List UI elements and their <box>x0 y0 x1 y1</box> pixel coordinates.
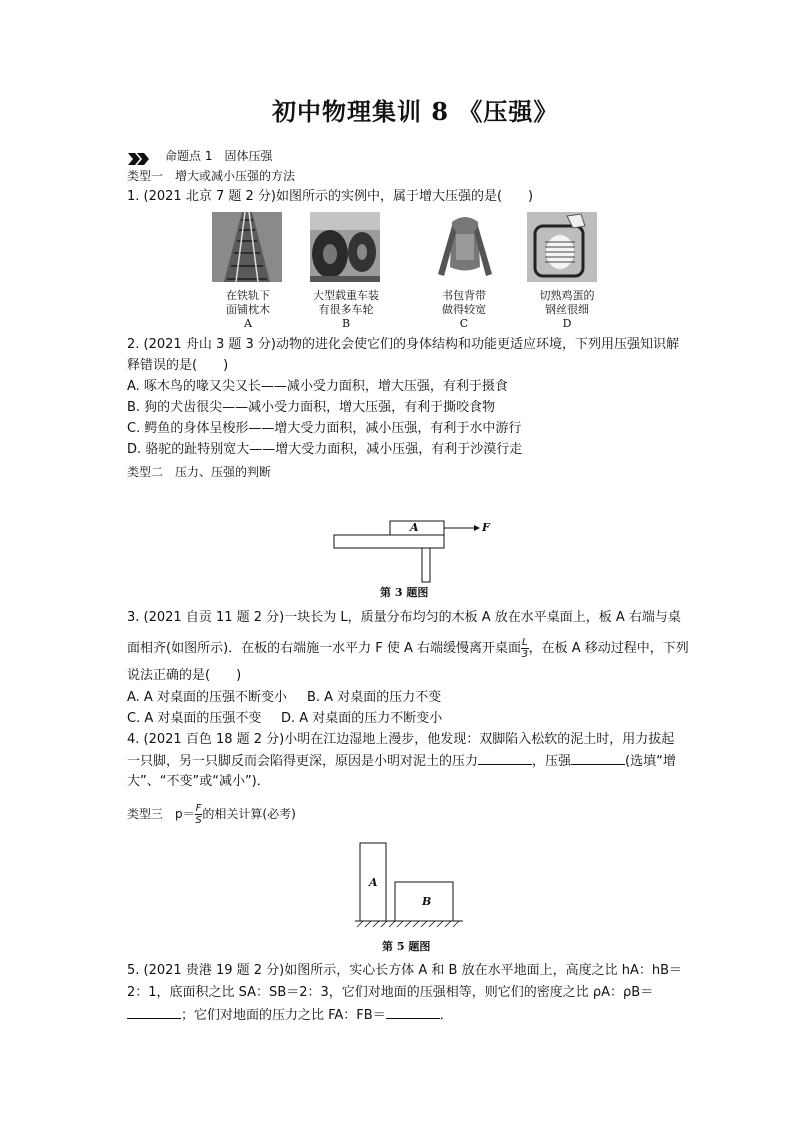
q1-stem: 1. (2021 北京 7 题 2 分)如图所示的实例中，属于增大压强的是( ) <box>127 189 534 204</box>
q3-option-d: D. A 对桌面的压力不断变小 <box>281 711 443 726</box>
board-a-label: A <box>410 521 419 534</box>
q2-option-b: B. 狗的犬齿很尖——减小受力面积，增大压强，有利于撕咬食物 <box>127 400 496 415</box>
fraction-l-over-3: $\frac{L}{3}$ <box>521 637 529 660</box>
fraction-f-over-s: $\frac{F}{S}$ <box>195 803 202 826</box>
option-c-caption: 书包背带 做得较宽 C <box>442 289 486 330</box>
block-a-label: A <box>369 876 378 889</box>
block-b-label: B <box>422 895 432 908</box>
q3-option-c: C. A 对桌面的压强不变 <box>127 711 262 726</box>
q5-line3: ；它们对地面的压力之比 FA：FB＝ ． <box>127 1006 453 1025</box>
type1-heading: 类型一 增大或减小压强的方法 <box>127 169 296 183</box>
figure-5-caption: 第 5 题图 <box>382 940 431 953</box>
q2-stem-line1: 2. (2021 舟山 3 题 3 分)动物的进化会使它们的身体结构和功能更适应环境，下列用压强知识解 <box>127 337 679 352</box>
q3-line1: 3. (2021 自贡 11 题 2 分)一块长为 L，质量分布均匀的木板 A 放在水平桌面上，板 A 右端与桌 <box>127 610 681 625</box>
q3-line2: 面相齐(如图所示)．在板的右端施一水平力 F 使 A 右端缓慢离开桌面 $\frac{L}{3}$ ，在板 A 移动过程中，下列 <box>127 637 689 660</box>
truck-wheels-photo <box>310 212 380 282</box>
q2-stem-line2: 释错误的是( ) <box>127 358 229 373</box>
q2-option-a: A. 啄木鸟的喙又尖又长——减小受力面积，增大压强，有利于摄食 <box>127 379 508 394</box>
answer-blank[interactable] <box>478 752 532 765</box>
type3-heading: 类型三 p＝ $\frac{F}{S}$ 的相关计算(必考) <box>127 803 296 826</box>
page-title: 初中物理集训 8 《压强》 <box>272 97 559 126</box>
egg-slicer-photo <box>527 212 597 282</box>
answer-blank[interactable] <box>127 1006 181 1019</box>
q5-line2: 2：1，底面积之比 SA：SB＝2：3，它们对地面的压强相等，则它们的密度之比 ρA：ρB＝ <box>127 985 654 1000</box>
force-f-label: F <box>482 521 490 534</box>
q3-option-b: B. A 对桌面的压力不变 <box>307 690 442 705</box>
option-a-caption: 在铁轨下 面铺枕木 A <box>226 289 270 330</box>
q3-line3: 说法正确的是( ) <box>127 668 242 683</box>
q2-option-c: C. 鳄鱼的身体呈梭形——增大受力面积，减小压强，有利于水中游行 <box>127 421 522 436</box>
section-heading: 命题点 1 固体压强 <box>165 149 273 163</box>
railway-photo <box>212 212 282 282</box>
q4-line1: 4. (2021 百色 18 题 2 分)小明在江边湿地上漫步，他发现：双脚陷入松软的泥土时，用力拔起 <box>127 732 675 747</box>
q4-line3: 大”、“不变”或“减小”)． <box>127 774 270 789</box>
type2-heading: 类型二 压力、压强的判断 <box>127 465 272 479</box>
figure-3-caption: 第 3 题图 <box>380 586 429 599</box>
answer-blank[interactable] <box>571 752 625 765</box>
q5-line1: 5. (2021 贵港 19 题 2 分)如图所示，实心长方体 A 和 B 放在水平地面上，高度之比 hA：hB＝ <box>127 963 683 978</box>
answer-blank[interactable] <box>386 1006 440 1019</box>
q4-line2: 一只脚，另一只脚反而会陷得更深，原因是小明对泥土的压力 ，压强 (选填“增 <box>127 754 676 769</box>
q3-option-a: A. A 对桌面的压强不断变小 <box>127 690 287 705</box>
option-d-caption: 切熟鸡蛋的 钢丝很细 D <box>539 289 595 330</box>
backpack-photo <box>430 212 500 282</box>
option-b-caption: 大型载重车装 有很多车轮 B <box>313 289 379 330</box>
q2-option-d: D. 骆驼的趾特别宽大——增大受力面积，减小压强，有利于沙漠行走 <box>127 442 523 457</box>
